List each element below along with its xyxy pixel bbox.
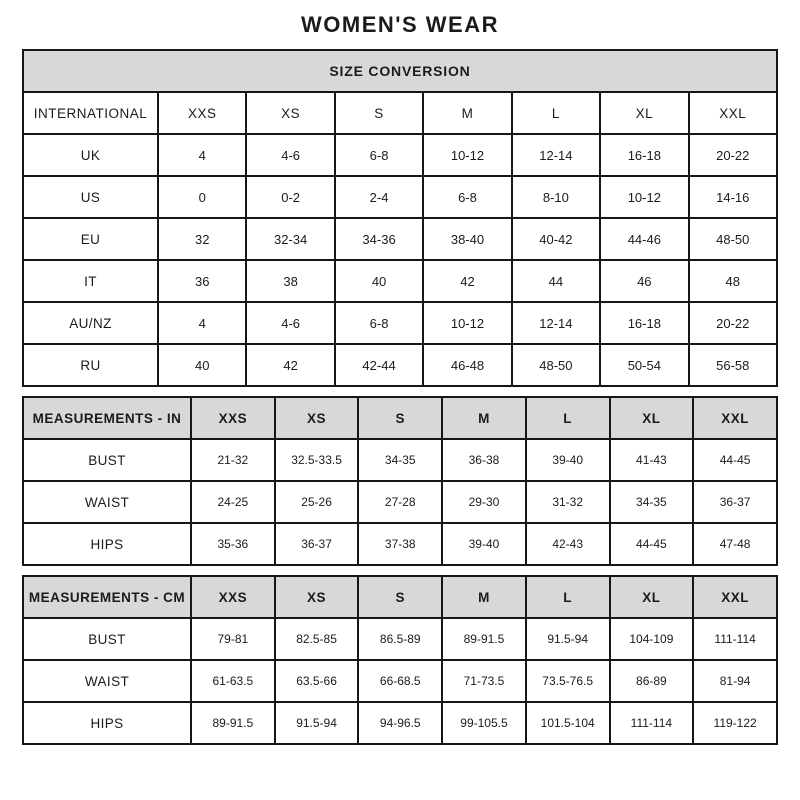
value-cell: 42 (246, 344, 334, 386)
column-header: L (526, 397, 610, 439)
row-label: WAIST (23, 481, 191, 523)
value-cell: 61-63.5 (191, 660, 275, 702)
value-cell: 35-36 (191, 523, 275, 565)
column-header: XS (275, 397, 359, 439)
value-cell: 91.5-94 (526, 618, 610, 660)
row-label: BUST (23, 439, 191, 481)
corner-header: INTERNATIONAL (23, 92, 158, 134)
value-cell: 86-89 (610, 660, 694, 702)
value-cell: 34-35 (358, 439, 442, 481)
measurements-cm-table (22, 575, 778, 745)
value-cell: 71-73.5 (442, 660, 526, 702)
column-header: XXS (191, 576, 275, 618)
value-cell: 73.5-76.5 (526, 660, 610, 702)
corner-header: MEASUREMENTS - IN (23, 397, 191, 439)
value-cell: 10-12 (423, 134, 511, 176)
column-header: XL (610, 576, 694, 618)
value-cell: 56-58 (689, 344, 777, 386)
column-header-row (23, 576, 777, 618)
value-cell: 40-42 (512, 218, 600, 260)
column-header: S (358, 397, 442, 439)
table-row (23, 481, 777, 523)
page-title: WOMEN'S WEAR (301, 12, 499, 37)
table-gap (22, 387, 778, 396)
value-cell: 4-6 (246, 134, 334, 176)
value-cell: 66-68.5 (358, 660, 442, 702)
table-row (23, 218, 777, 260)
value-cell: 111-114 (610, 702, 694, 744)
row-label: UK (23, 134, 158, 176)
value-cell: 16-18 (600, 134, 688, 176)
value-cell: 32.5-33.5 (275, 439, 359, 481)
value-cell: 36-37 (693, 481, 777, 523)
value-cell: 40 (335, 260, 423, 302)
value-cell: 89-91.5 (442, 618, 526, 660)
value-cell: 42-44 (335, 344, 423, 386)
value-cell: 32-34 (246, 218, 334, 260)
value-cell: 63.5-66 (275, 660, 359, 702)
value-cell: 38 (246, 260, 334, 302)
value-cell: 10-12 (423, 302, 511, 344)
column-header: XXS (158, 92, 246, 134)
value-cell: 91.5-94 (275, 702, 359, 744)
value-cell: 20-22 (689, 302, 777, 344)
value-cell: 4 (158, 134, 246, 176)
column-header: XL (600, 92, 688, 134)
value-cell: 44-45 (693, 439, 777, 481)
column-header: XXL (693, 397, 777, 439)
value-cell: 6-8 (335, 134, 423, 176)
value-cell: 48-50 (512, 344, 600, 386)
value-cell: 31-32 (526, 481, 610, 523)
table-row (23, 702, 777, 744)
value-cell: 89-91.5 (191, 702, 275, 744)
column-header: M (423, 92, 511, 134)
value-cell: 0 (158, 176, 246, 218)
column-header: M (442, 397, 526, 439)
value-cell: 44-46 (600, 218, 688, 260)
value-cell: 99-105.5 (442, 702, 526, 744)
column-header: M (442, 576, 526, 618)
value-cell: 44-45 (610, 523, 694, 565)
value-cell: 36-38 (442, 439, 526, 481)
row-label: RU (23, 344, 158, 386)
value-cell: 86.5-89 (358, 618, 442, 660)
column-header: L (526, 576, 610, 618)
value-cell: 111-114 (693, 618, 777, 660)
table-gap (22, 566, 778, 575)
table-row (23, 523, 777, 565)
value-cell: 79-81 (191, 618, 275, 660)
column-header: L (512, 92, 600, 134)
value-cell: 14-16 (689, 176, 777, 218)
value-cell: 40 (158, 344, 246, 386)
measurements-in-table (22, 396, 778, 566)
value-cell: 10-12 (600, 176, 688, 218)
row-label: IT (23, 260, 158, 302)
row-label: WAIST (23, 660, 191, 702)
table-row (23, 660, 777, 702)
table-row (23, 134, 777, 176)
value-cell: 48 (689, 260, 777, 302)
column-header: XS (275, 576, 359, 618)
table-row (23, 260, 777, 302)
column-header: XS (246, 92, 334, 134)
value-cell: 101.5-104 (526, 702, 610, 744)
table-row (23, 439, 777, 481)
column-header-row (23, 92, 777, 134)
column-header: XXS (191, 397, 275, 439)
value-cell: 48-50 (689, 218, 777, 260)
value-cell: 37-38 (358, 523, 442, 565)
value-cell: 12-14 (512, 302, 600, 344)
table-row (23, 344, 777, 386)
value-cell: 20-22 (689, 134, 777, 176)
value-cell: 39-40 (442, 523, 526, 565)
row-label: AU/NZ (23, 302, 158, 344)
value-cell: 38-40 (423, 218, 511, 260)
value-cell: 24-25 (191, 481, 275, 523)
value-cell: 46-48 (423, 344, 511, 386)
value-cell: 42-43 (526, 523, 610, 565)
value-cell: 0-2 (246, 176, 334, 218)
row-label: HIPS (23, 702, 191, 744)
column-header: S (358, 576, 442, 618)
value-cell: 39-40 (526, 439, 610, 481)
table-row (23, 618, 777, 660)
value-cell: 42 (423, 260, 511, 302)
value-cell: 94-96.5 (358, 702, 442, 744)
value-cell: 44 (512, 260, 600, 302)
table-row (23, 176, 777, 218)
value-cell: 104-109 (610, 618, 694, 660)
value-cell: 47-48 (693, 523, 777, 565)
size-conversion-table (22, 49, 778, 387)
value-cell: 119-122 (693, 702, 777, 744)
value-cell: 32 (158, 218, 246, 260)
value-cell: 34-35 (610, 481, 694, 523)
value-cell: 36 (158, 260, 246, 302)
value-cell: 27-28 (358, 481, 442, 523)
value-cell: 50-54 (600, 344, 688, 386)
value-cell: 25-26 (275, 481, 359, 523)
value-cell: 2-4 (335, 176, 423, 218)
value-cell: 12-14 (512, 134, 600, 176)
column-header-row (23, 397, 777, 439)
row-label: EU (23, 218, 158, 260)
value-cell: 8-10 (512, 176, 600, 218)
value-cell: 82.5-85 (275, 618, 359, 660)
row-label: US (23, 176, 158, 218)
table-banner: SIZE CONVERSION (23, 50, 777, 92)
value-cell: 36-37 (275, 523, 359, 565)
table-row (23, 302, 777, 344)
value-cell: 41-43 (610, 439, 694, 481)
column-header: S (335, 92, 423, 134)
value-cell: 6-8 (423, 176, 511, 218)
value-cell: 34-36 (335, 218, 423, 260)
column-header: XL (610, 397, 694, 439)
column-header: XXL (693, 576, 777, 618)
column-header: XXL (689, 92, 777, 134)
value-cell: 6-8 (335, 302, 423, 344)
value-cell: 4 (158, 302, 246, 344)
corner-header: MEASUREMENTS - CM (23, 576, 191, 618)
value-cell: 16-18 (600, 302, 688, 344)
value-cell: 29-30 (442, 481, 526, 523)
row-label: HIPS (23, 523, 191, 565)
value-cell: 21-32 (191, 439, 275, 481)
row-label: BUST (23, 618, 191, 660)
value-cell: 4-6 (246, 302, 334, 344)
value-cell: 46 (600, 260, 688, 302)
table-banner-row (23, 50, 777, 92)
value-cell: 81-94 (693, 660, 777, 702)
